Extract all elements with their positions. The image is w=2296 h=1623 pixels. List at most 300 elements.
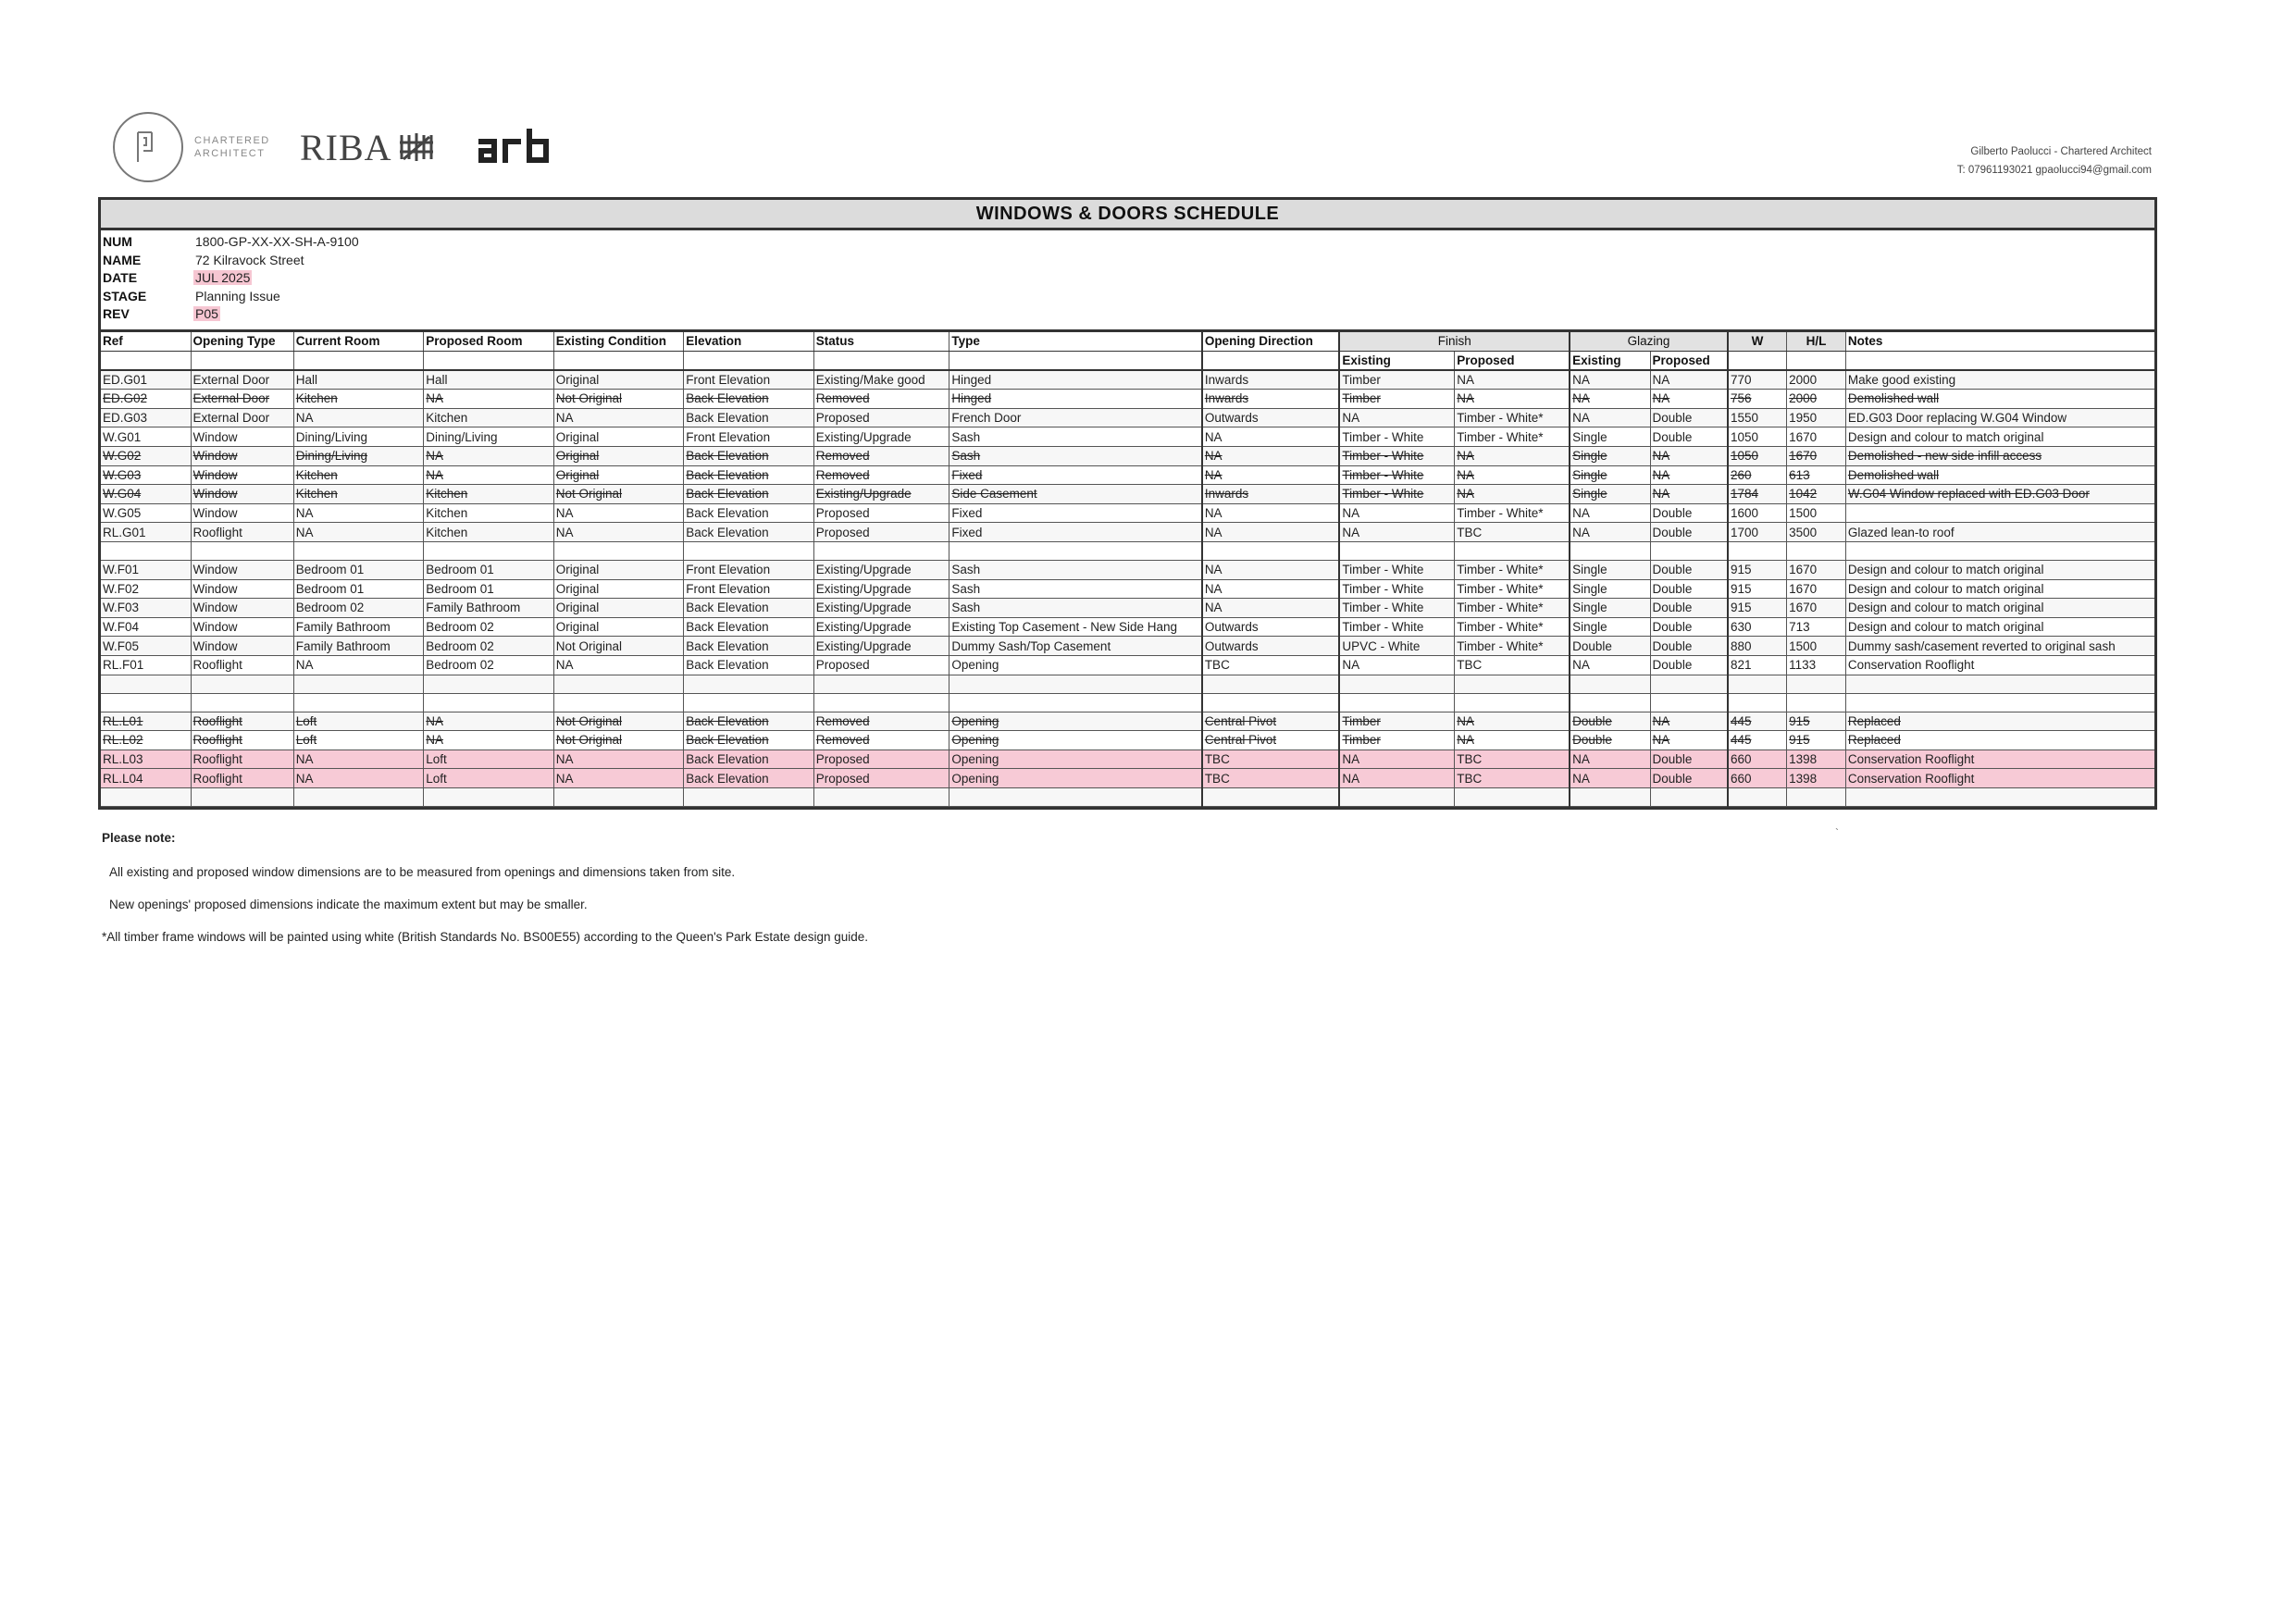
cell-text: TBC	[1457, 658, 1483, 673]
cell-text: Window	[192, 506, 238, 521]
cell-text: NA	[1457, 391, 1475, 406]
table-cell	[1845, 617, 2154, 637]
table-cell	[191, 617, 293, 637]
cell-text: ED.G03 Door replacing W.G04 Window	[1847, 411, 2067, 426]
table-cell	[1650, 560, 1728, 579]
table-cell	[1455, 446, 1570, 465]
cell-text: Hinged	[951, 372, 992, 387]
table-cell	[949, 675, 1202, 693]
table-cell	[553, 560, 684, 579]
table-cell	[424, 655, 554, 675]
cell-text: 445	[1730, 713, 1752, 728]
cell-text: Fixed	[951, 467, 983, 482]
table-cell	[101, 712, 191, 731]
table-cell	[101, 787, 191, 806]
table-cell	[684, 750, 814, 769]
cell-text: Conservation Rooflight	[1847, 771, 1975, 786]
cell-text: W.G04 Window replaced with ED.G03 Door	[1847, 487, 2090, 502]
cell-text: 2000	[1789, 391, 1818, 406]
table-cell	[101, 599, 191, 618]
table-cell	[1787, 655, 1846, 675]
cell-text: Double	[1572, 733, 1612, 748]
cell-text: NA	[1457, 733, 1475, 748]
cell-text: Existing/Upgrade	[815, 638, 912, 653]
table-cell	[1845, 731, 2154, 750]
cell-text: Sash	[951, 601, 981, 615]
header-row	[101, 332, 2154, 351]
cell-text: RL.L04	[103, 771, 143, 786]
cell-text: TBC	[1204, 751, 1230, 766]
table-cell	[1728, 655, 1787, 675]
table-cell	[191, 750, 293, 769]
cell-text: Proposed	[815, 751, 870, 766]
table-cell	[1570, 427, 1650, 447]
table-cell	[1845, 769, 2154, 788]
meta-date	[103, 269, 252, 287]
arb-logo	[478, 129, 552, 166]
table-cell	[1455, 370, 1570, 390]
cell-text: W.G05	[103, 506, 142, 521]
table-cell	[424, 693, 554, 712]
cell-text: W.F01	[103, 563, 140, 577]
table-cell	[191, 465, 293, 485]
cell-text: Design and colour to match original	[1847, 620, 2044, 635]
cell-text: Proposed	[815, 658, 870, 673]
cell-text: Existing/Upgrade	[815, 581, 912, 596]
table-cell	[553, 541, 684, 560]
cell-text: Central Pivot	[1204, 713, 1277, 728]
cell-text: 915	[1730, 563, 1752, 577]
schedule-table	[101, 332, 2154, 807]
table-cell	[101, 370, 191, 390]
table-cell	[1455, 712, 1570, 731]
table-cell	[101, 503, 191, 523]
cell-text: Back Elevation	[686, 525, 769, 539]
table-cell	[949, 731, 1202, 750]
table-cell	[949, 750, 1202, 769]
table-cell	[1570, 750, 1650, 769]
table-cell	[1570, 485, 1650, 504]
cell-text: Design and colour to match original	[1847, 601, 2044, 615]
table-cell	[424, 446, 554, 465]
cell-text: Original	[555, 581, 600, 596]
table-cell	[1570, 541, 1650, 560]
subheader-empty	[1787, 351, 1846, 370]
col-finish-existing: Existing	[1339, 351, 1454, 370]
table-cell	[684, 731, 814, 750]
cell-text: 1600	[1730, 506, 1758, 521]
cell-text: TBC	[1457, 751, 1483, 766]
table-cell	[1570, 560, 1650, 579]
table-cell	[1339, 408, 1454, 427]
cell-text: W.F04	[103, 620, 140, 635]
table-cell	[293, 675, 424, 693]
subheader-empty	[191, 351, 293, 370]
cell-text: Bedroom 01	[426, 563, 494, 577]
col-finish: Finish	[1339, 332, 1570, 351]
table-cell	[424, 560, 554, 579]
table-cell	[1845, 637, 2154, 656]
table-cell	[1728, 446, 1787, 465]
cell-text: NA	[1457, 372, 1475, 387]
table-row	[101, 370, 2154, 390]
col-w: W	[1728, 332, 1787, 351]
cell-text: Central Pivot	[1204, 733, 1277, 748]
table-cell	[293, 712, 424, 731]
col-ref: Ref	[101, 332, 191, 351]
contact-block	[1957, 142, 2152, 180]
table-cell	[424, 750, 554, 769]
table-cell	[101, 485, 191, 504]
table-cell	[813, 617, 949, 637]
table-cell	[813, 560, 949, 579]
cell-text: Conservation Rooflight	[1847, 658, 1975, 673]
col-type: Type	[949, 332, 1202, 351]
table-cell	[1650, 503, 1728, 523]
cell-text: Existing/Upgrade	[815, 429, 912, 444]
cell-text: Removed	[815, 713, 870, 728]
cell-text: Design and colour to match original	[1847, 581, 2044, 596]
meta-name-value: 72 Kilravock Street	[195, 253, 304, 267]
cell-text: Back Elevation	[686, 620, 769, 635]
table-cell	[1570, 617, 1650, 637]
table-cell	[1339, 579, 1454, 599]
table-cell	[424, 390, 554, 409]
cell-text: Back Elevation	[686, 658, 769, 673]
table-cell	[1339, 637, 1454, 656]
table-cell	[293, 523, 424, 542]
table-cell	[1787, 465, 1846, 485]
table-cell	[101, 731, 191, 750]
table-cell	[553, 712, 684, 731]
table-cell	[293, 503, 424, 523]
meta-rev-label: REV	[103, 306, 130, 321]
table-cell	[293, 693, 424, 712]
cell-text: Single	[1572, 620, 1607, 635]
meta-num-value: 1800-GP-XX-XX-SH-A-9100	[195, 234, 359, 249]
table-cell	[684, 693, 814, 712]
table-cell	[684, 541, 814, 560]
table-cell	[949, 769, 1202, 788]
table-cell	[1455, 465, 1570, 485]
table-row	[101, 712, 2154, 731]
col-current-room: Current Room	[293, 332, 424, 351]
table-cell	[191, 655, 293, 675]
table-cell	[293, 541, 424, 560]
cell-text: Timber - White	[1342, 620, 1424, 635]
cell-text: W.G02	[103, 449, 142, 464]
cell-text: Front Elevation	[686, 429, 771, 444]
subheader-empty	[553, 351, 684, 370]
cell-text: W.F02	[103, 581, 140, 596]
meta-date-label: DATE	[103, 270, 138, 285]
cell-text: Timber - White*	[1457, 429, 1544, 444]
table-cell	[949, 655, 1202, 675]
cell-text: Front Elevation	[686, 372, 771, 387]
table-cell	[191, 637, 293, 656]
cell-text: Kitchen	[426, 525, 468, 539]
table-cell	[1728, 485, 1787, 504]
cell-text: Single	[1572, 563, 1607, 577]
table-cell	[1787, 523, 1846, 542]
table-cell	[1339, 446, 1454, 465]
cell-text: 770	[1730, 372, 1752, 387]
table-cell	[1202, 485, 1340, 504]
table-cell	[191, 560, 293, 579]
table-cell	[424, 787, 554, 806]
table-cell	[1202, 541, 1340, 560]
table-row	[101, 769, 2154, 788]
table-cell	[1650, 408, 1728, 427]
meta-name	[103, 252, 306, 269]
cell-text: Timber - White*	[1457, 581, 1544, 596]
table-cell	[684, 617, 814, 637]
table-cell	[101, 408, 191, 427]
table-cell	[1728, 617, 1787, 637]
table-cell	[684, 599, 814, 618]
cell-text: Design and colour to match original	[1847, 563, 2044, 577]
cell-text: Not Original	[555, 713, 623, 728]
table-cell	[684, 465, 814, 485]
table-cell	[1339, 712, 1454, 731]
cell-text: NA	[1572, 391, 1590, 406]
table-cell	[1455, 427, 1570, 447]
note-line-1: All existing and proposed window dimensions are to be measured from openings and dimensions taken from site.	[109, 865, 736, 879]
table-cell	[101, 465, 191, 485]
cell-text: Window	[192, 429, 238, 444]
table-cell	[1728, 769, 1787, 788]
table-cell	[1845, 427, 2154, 447]
col-status: Status	[813, 332, 949, 351]
table-cell	[1845, 599, 2154, 618]
table-cell	[293, 485, 424, 504]
logo-bar	[113, 111, 552, 183]
col-proposed-room: Proposed Room	[424, 332, 554, 351]
cell-text: Loft	[295, 733, 317, 748]
table-cell	[101, 693, 191, 712]
table-cell	[1787, 427, 1846, 447]
table-cell	[813, 485, 949, 504]
table-cell	[101, 655, 191, 675]
meta-num-label: NUM	[103, 234, 132, 249]
table-cell	[553, 446, 684, 465]
cell-text: Single	[1572, 601, 1607, 615]
table-cell	[553, 769, 684, 788]
table-cell	[553, 750, 684, 769]
table-cell	[293, 427, 424, 447]
table-cell	[1650, 769, 1728, 788]
table-cell	[684, 390, 814, 409]
table-cell	[1845, 503, 2154, 523]
cell-text: Inwards	[1204, 391, 1249, 406]
table-cell	[684, 560, 814, 579]
table-cell	[1202, 408, 1340, 427]
cell-text: Kitchen	[295, 391, 338, 406]
cell-text: 1670	[1789, 601, 1818, 615]
table-cell	[1570, 390, 1650, 409]
table-cell	[813, 693, 949, 712]
cell-text: Rooflight	[192, 751, 242, 766]
cell-text: Removed	[815, 449, 870, 464]
table-cell	[553, 579, 684, 599]
table-cell	[1787, 560, 1846, 579]
cell-text: 1670	[1789, 581, 1818, 596]
project-meta	[101, 230, 2154, 332]
cell-text: NA	[1342, 411, 1360, 426]
cell-text: TBC	[1204, 658, 1230, 673]
cell-text: External Door	[192, 372, 270, 387]
table-cell	[949, 693, 1202, 712]
cell-text: 1950	[1789, 411, 1818, 426]
table-cell	[1339, 541, 1454, 560]
table-cell	[1202, 712, 1340, 731]
table-cell	[813, 427, 949, 447]
meta-rev-value: P05	[195, 306, 218, 321]
table-cell	[684, 446, 814, 465]
table-cell	[1455, 408, 1570, 427]
table-cell	[949, 523, 1202, 542]
cell-text: French Door	[951, 411, 1022, 426]
cell-text: Single	[1572, 487, 1607, 502]
table-cell	[1650, 485, 1728, 504]
table-cell	[1570, 579, 1650, 599]
cell-text: NA	[1204, 467, 1222, 482]
table-cell	[949, 560, 1202, 579]
table-cell	[424, 731, 554, 750]
blank-row	[101, 693, 2154, 712]
table-cell	[1728, 560, 1787, 579]
table-cell	[1787, 637, 1846, 656]
table-cell	[1202, 637, 1340, 656]
table-cell	[293, 731, 424, 750]
table-cell	[101, 541, 191, 560]
table-cell	[1787, 599, 1846, 618]
table-cell	[1202, 503, 1340, 523]
table-cell	[553, 675, 684, 693]
table-cell	[1455, 503, 1570, 523]
cell-text: Timber - White	[1342, 487, 1424, 502]
cell-text: ED.G01	[103, 372, 148, 387]
meta-num	[103, 233, 361, 251]
table-cell	[1650, 465, 1728, 485]
cell-text: NA	[1652, 449, 1670, 464]
table-cell	[949, 712, 1202, 731]
cell-text: Sash	[951, 581, 981, 596]
table-cell	[293, 787, 424, 806]
table-row	[101, 503, 2154, 523]
table-cell	[101, 637, 191, 656]
notes-heading: Please note:	[102, 831, 176, 845]
cell-text: Double	[1572, 713, 1612, 728]
cell-text: Timber - White*	[1457, 620, 1544, 635]
cell-text: External Door	[192, 411, 270, 426]
table-cell	[1455, 787, 1570, 806]
cell-text: Inwards	[1204, 372, 1249, 387]
cell-text: 260	[1730, 467, 1752, 482]
cell-text: Back Elevation	[686, 771, 769, 786]
table-cell	[1339, 655, 1454, 675]
cell-text: Sash	[951, 449, 981, 464]
table-cell	[813, 390, 949, 409]
cell-text: Single	[1572, 467, 1607, 482]
table-cell	[1570, 408, 1650, 427]
cell-text: Timber - White	[1342, 581, 1424, 596]
table-cell	[424, 465, 554, 485]
subheader-empty	[424, 351, 554, 370]
col-existing-condition: Existing Condition	[553, 332, 684, 351]
cell-text: UPVC - White	[1342, 638, 1421, 653]
table-row	[101, 465, 2154, 485]
table-cell	[191, 675, 293, 693]
table-cell	[1339, 503, 1454, 523]
cell-text: Single	[1572, 429, 1607, 444]
table-cell	[1570, 655, 1650, 675]
note-line-3: *All timber frame windows will be painted using white (British Standards No. BS00E55) according to the Queen's Park Estate design guide.	[102, 930, 869, 944]
col-opening-type: Opening Type	[191, 332, 293, 351]
cell-text: Dummy sash/casement reverted to original sash	[1847, 638, 2116, 653]
cell-text: Window	[192, 620, 238, 635]
table-cell	[191, 390, 293, 409]
cell-text: Dining/Living	[295, 429, 368, 444]
cell-text: Window	[192, 467, 238, 482]
table-cell	[949, 637, 1202, 656]
cell-text: Inwards	[1204, 487, 1249, 502]
cell-text: NA	[1652, 467, 1670, 482]
table-cell	[1650, 750, 1728, 769]
cell-text: Back Elevation	[686, 411, 769, 426]
cell-text: Window	[192, 563, 238, 577]
table-cell	[293, 769, 424, 788]
table-cell	[191, 579, 293, 599]
cell-text: RL.G01	[103, 525, 146, 539]
table-cell	[293, 579, 424, 599]
table-cell	[1339, 599, 1454, 618]
subheader-empty	[949, 351, 1202, 370]
table-cell	[813, 465, 949, 485]
cell-text: NA	[555, 525, 574, 539]
cell-text: Replaced	[1847, 713, 1901, 728]
table-cell	[553, 408, 684, 427]
table-cell	[553, 390, 684, 409]
table-cell	[553, 693, 684, 712]
table-cell	[813, 523, 949, 542]
table-cell	[1455, 523, 1570, 542]
table-cell	[1650, 637, 1728, 656]
cell-text: Bedroom 02	[426, 638, 494, 653]
table-cell	[1570, 599, 1650, 618]
table-cell	[1787, 541, 1846, 560]
table-cell	[191, 503, 293, 523]
table-cell	[1728, 750, 1787, 769]
cell-text: Family Bathroom	[295, 638, 391, 653]
table-cell	[1728, 541, 1787, 560]
cell-text: Timber	[1342, 391, 1381, 406]
table-cell	[1845, 408, 2154, 427]
cell-text: Back Elevation	[686, 733, 769, 748]
cell-text: Side Casement	[951, 487, 1037, 502]
cell-text: Rooflight	[192, 713, 242, 728]
table-cell	[1570, 503, 1650, 523]
cell-text: NA	[1572, 525, 1590, 539]
table-row	[101, 599, 2154, 618]
table-cell	[684, 655, 814, 675]
cell-text: Timber - White*	[1457, 506, 1544, 521]
table-cell	[101, 523, 191, 542]
table-cell	[424, 408, 554, 427]
table-cell	[101, 560, 191, 579]
col-glazing: Glazing	[1570, 332, 1728, 351]
cell-text: Kitchen	[426, 487, 468, 502]
